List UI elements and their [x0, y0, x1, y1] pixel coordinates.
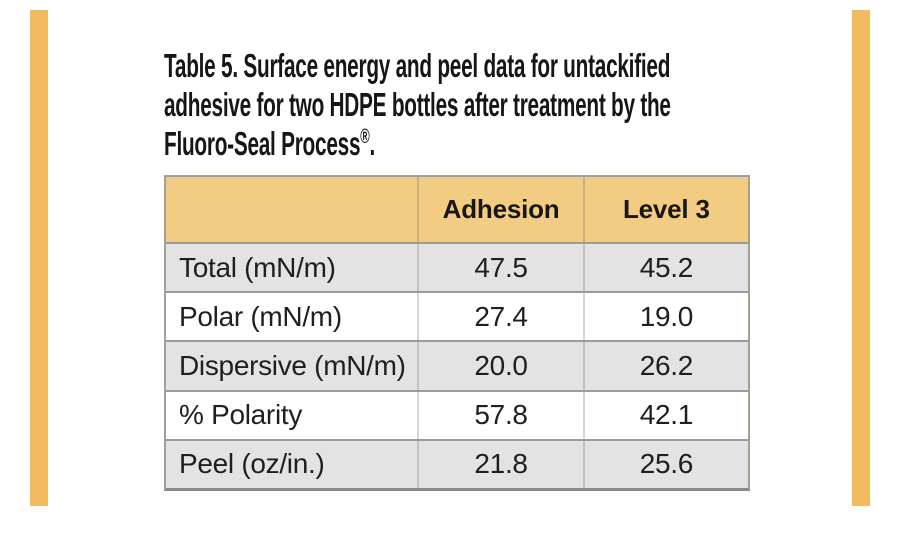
caption-line-1: Table 5. Surface energy and peel data for untackified: [164, 47, 671, 84]
caption-line-2: adhesive for two HDPE bottles after treatment by the: [164, 86, 671, 123]
header-adhesion-cell: Adhesion: [417, 177, 582, 242]
caption-line-3-period: .: [369, 125, 376, 162]
adhesion-value: 27.4: [417, 293, 582, 340]
table-caption: [164, 46, 857, 163]
row-label: Peel (oz/in.): [179, 448, 325, 480]
row-label: Dispersive (mN/m): [179, 350, 406, 381]
table-row-peel: [166, 439, 748, 488]
adhesion-value: 57.8: [417, 392, 582, 439]
header-blank-cell: [166, 177, 417, 242]
adhesion-value: 20.0: [417, 342, 582, 389]
caption-line-3-text: Fluoro-Seal Process: [164, 125, 361, 162]
caption-line-3: [164, 124, 857, 163]
table-row-polar: [166, 291, 748, 340]
level3-value: 25.6: [583, 441, 748, 488]
row-label: Polar (mN/m): [179, 300, 342, 332]
level3-value: 26.2: [583, 342, 748, 389]
adhesion-value: 21.8: [417, 441, 582, 488]
left-accent-bar: [30, 10, 48, 506]
table-row-dispersive: [166, 340, 748, 389]
table-row-polarity: [166, 390, 748, 439]
registered-trademark-symbol: ®: [360, 125, 370, 148]
table-header-row: [166, 177, 748, 242]
row-label: Total (mN/m): [179, 251, 336, 283]
header-level3-cell: Level 3: [583, 177, 748, 242]
level3-value: 45.2: [583, 244, 748, 291]
data-table: [164, 175, 750, 491]
level3-value: 42.1: [583, 392, 748, 439]
table-row-total: [166, 242, 748, 291]
adhesion-value: 47.5: [417, 244, 582, 291]
level3-value: 19.0: [583, 293, 748, 340]
row-label: % Polarity: [179, 399, 303, 431]
